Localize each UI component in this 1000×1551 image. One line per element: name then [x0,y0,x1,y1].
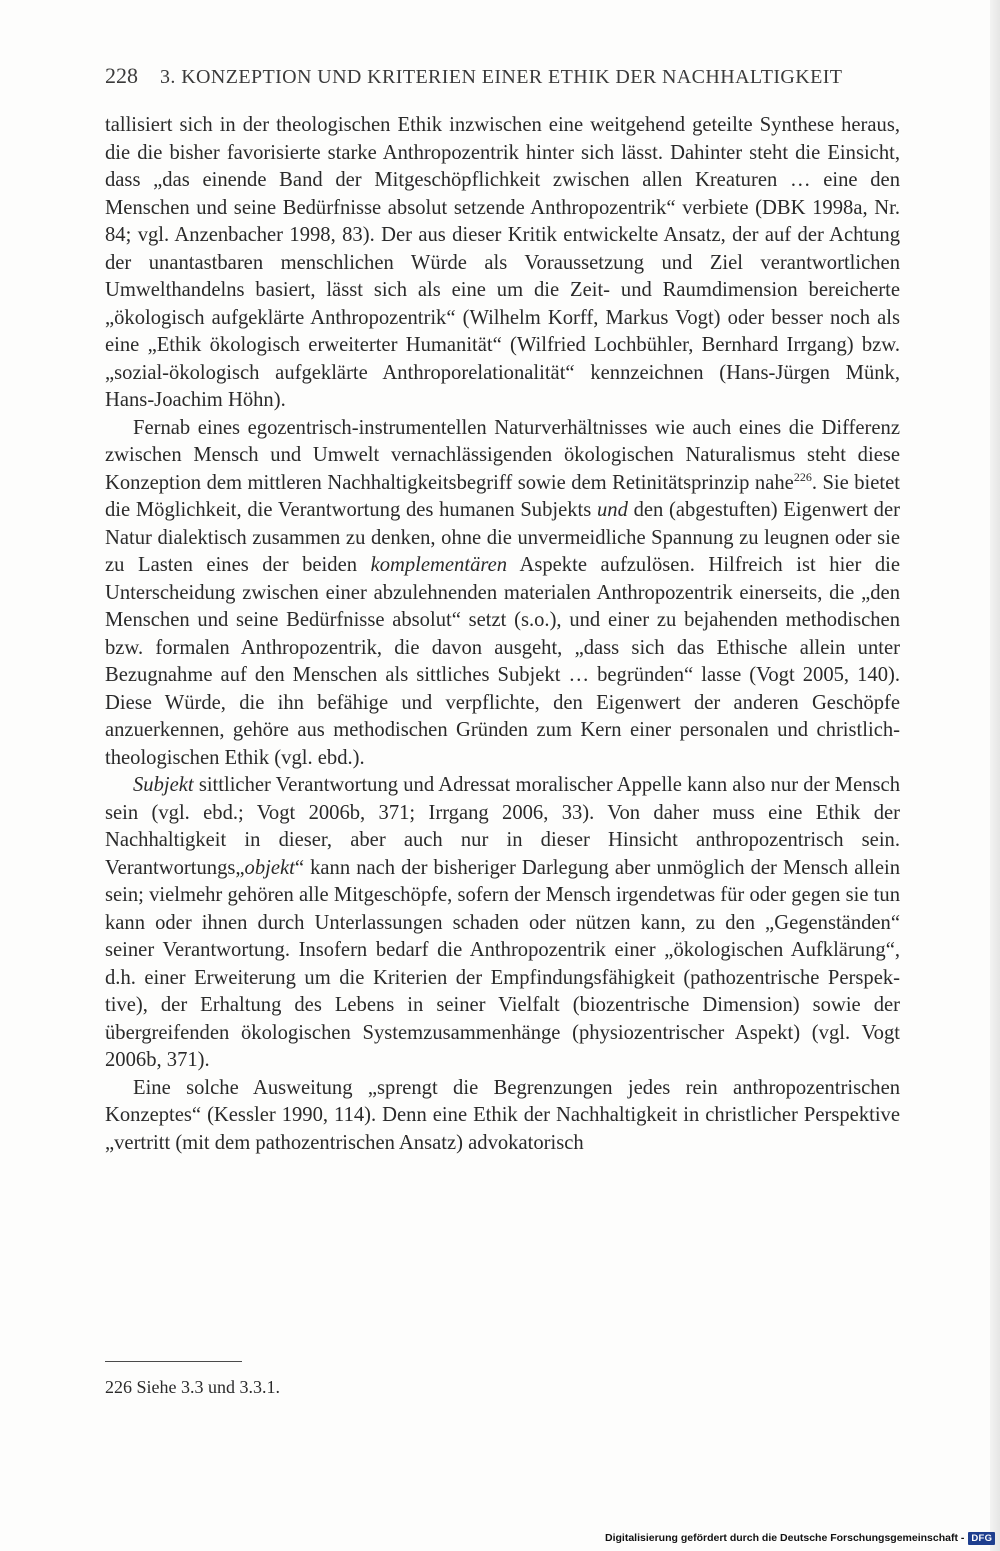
text-run: “ kann nach der bisheriger Darlegung aber unmöglich der Mensch allein sein; vielmehr gehören alle Mitgeschöpfe, sofern der Mensch irgendetwas für oder gegen sie tun kann oder ihnen durch Unterlassungen schaden oder nützen kann, zu den „Gegenständen“ seiner Verantwortung. Insofern bedarf die Anthropozentrik einer „ökologischen Aufklärung“, d.h. einer Erweiterung um die Kriterien der Empfindungsfähigkeit (pathozentrische Perspektive), der Erhaltung des Lebens in seiner Vielfalt (biozentrische Dimension) sowie der übergreifenden ökologischen Systemzusammenhänge (physiozentrischer Aspekt) (vgl. Vogt 2006b, 371). [105,856,900,1071]
paragraph [105,772,900,1075]
dfg-logo: DFG [968,1532,995,1545]
text-run: tallisiert sich in der theologischen Ethik inzwischen eine weitgehend geteilte Synthese heraus, die die bisher favorisierte starke Anthropozentrik hinter sich lässt. Dahinter steht die Einsicht, dass „das einende Band der Mitgeschöpflichkeit zwischen allen Kreaturen … eine den Menschen und seine Bedürfnisse absolut setzende Anthropozentrik“ verbiete (DBK 1998a, Nr. 84; vgl. Anzenbacher 1998, 83). Der aus dieser Kritik entwickelte Ansatz, der auf der Achtung der unantastbaren menschlichen Würde als Voraussetzung und Ziel verantwortlichen Umwelthandelns basiert, lässt sich als eine um die Zeit- und Raumdimension bereicherte „ökologisch aufgeklärte Anthropozentrik“ (Wilhelm Korff, Markus Vogt) oder besser noch als eine „Ethik ökologisch erweiterter Humanität“ (Wilfried Lochbühler, Bernhard Irrgang) bzw. „sozial-ökologisch aufgeklärte Anthroporelationalität“ kennzeichnen (Hans-Jürgen Münk, Hans-Joachim Höhn). [105,114,900,411]
page-edge-shadow [990,0,1000,1551]
emphasis: und [596,499,628,521]
text-run: sittlicher Verantwortung und Adressat moralischer Appelle kann also nur der Mensch sein (vgl. ebd.; Vogt 2006b, 371; Irrgang 2006, 33). Von daher muss eine Ethik der Nachhaltigkeit in dieser, aber auch nur in dieser Hinsicht anthropozentrisch sein. Verantwortungs„ [105,774,900,879]
emphasis: komplementären [370,554,508,576]
chapter-title: 3. KONZEPTION UND KRITERIEN EINER ETHIK DER NACHHALTIGKEIT [160,66,843,88]
paragraph [105,1075,900,1158]
credit-text: Digitalisierung gefördert durch die Deutsche Forschungsgemeinschaft - [605,1532,965,1544]
text-run: . Sie bietet die Möglichkeit, die Verantwortung des humanen Subjekts [105,471,900,521]
footnote-number: 226 [105,1377,132,1397]
text-run: Eine solche Ausweitung „sprengt die Begrenzungen jedes rein anthropozentrischen Konzeptes“ (Kessler 1990, 114). Denn eine Ethik der Nachhaltigkeit in christlicher Perspektive „vertritt (mit dem pathozentrischen Ansatz) advokatorisch [105,1076,900,1154]
page-number: 228 [105,63,138,88]
running-header [105,63,905,93]
text-run: Fernab eines egozentrisch-instrumentellen Naturverhältnisses wie auch eines die Differenz zwischen Mensch und Umwelt vernachlässigenden ökologischen Naturalismus steht diese Konzeption dem mittleren Nachhaltigkeitsbegriff sowie dem Retinitätsprinzip nahe [105,416,900,494]
paragraph [105,112,900,415]
paragraph [105,415,900,773]
footnote-reference: 226 [793,469,812,484]
footnote [105,1375,900,1399]
footnote-rule [105,1361,242,1362]
emphasis: objekt [244,856,295,879]
text-run: den (abgestuften) Eigenwert der Natur dialektisch zusammen zu denken, ohne die unvermeidliche Spannung zu leugnen oder sie zu Lasten eines der beiden [105,499,900,576]
footnote-text: Siehe 3.3 und 3.3.1. [136,1377,280,1397]
emphasis: Subjekt [133,774,194,796]
text-run: Aspekte aufzulösen. Hilfreich ist hier die Unterscheidung zwischen einer abzulehnenden materialen Anthropozentrik einerseits, die „den Menschen und seine Bedürfnisse absolut“ setzt (s.o.), und einer zu bejahenden methodischen bzw. formalen Anthropozentrik, die davon ausgeht, „dass sich das Ethische allein unter Bezugnahme auf den Menschen als sittliches Subjekt … begründen“ lasse (Vogt 2005, 140). Diese Würde, die ihn befähige und verpflichte, den Eigenwert der anderen Geschöpfe anzuerkennen, gehöre aus methodischen Gründen zum Kern einer personalen und christlich-theologischen Ethik (vgl. ebd.). [105,554,901,769]
digitization-credit [605,1529,995,1547]
body-text [105,112,900,1157]
